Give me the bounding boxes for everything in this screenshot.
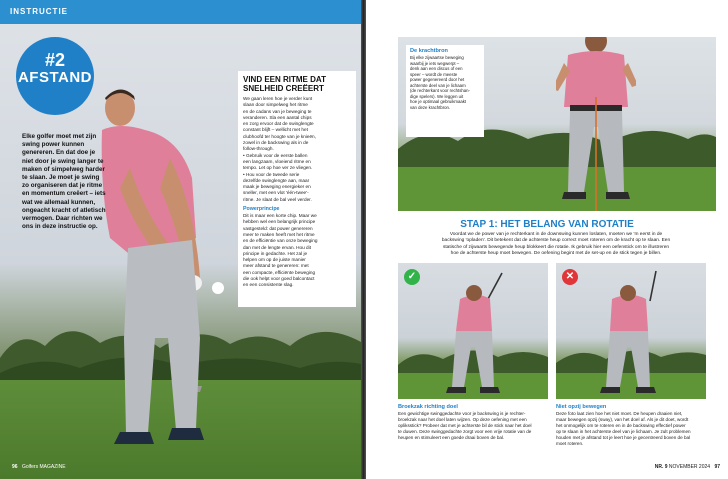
caption-line: te duwen. Deze swinggedachte zorgt voor een vrije rotatie van de xyxy=(398,429,532,434)
callout-line: denk aan een discus of een xyxy=(410,66,463,71)
intro-line: ongeacht kracht of atletisch xyxy=(22,206,106,214)
page-number-right: 97 xyxy=(714,464,720,470)
intro-line: vermogen. Daar richten we xyxy=(22,215,103,223)
golfer-correct-rotation xyxy=(438,269,508,399)
sidebar-sub-line: helpen om op de juiste manier xyxy=(243,257,306,263)
caption-line: Een gewichtige swinggedachte voor je backswing is je rechter- xyxy=(398,411,526,416)
intro-line: niet door je swing langer te xyxy=(22,157,104,165)
right-footer xyxy=(652,464,720,470)
sidebar-line: veranderen. Sla een aantal chips xyxy=(243,114,312,120)
sidebar-line: follow-through. xyxy=(243,146,274,152)
caption-line: op te slaan in het achterste deel van je lichaam. Je zult problemen xyxy=(556,429,691,434)
callout-line: hoe je optimaal gebruikmaakt xyxy=(410,99,467,104)
intro-line: zo organiseren dat je ritme xyxy=(22,182,103,190)
callout-line: power gegenereerd door het xyxy=(410,77,465,82)
callout-line: van deze krachtbron. xyxy=(410,104,451,110)
sidebar-line: en zorg ervoor dat de swinglengte xyxy=(243,121,314,127)
caption-title: Niet opzij bewegen xyxy=(556,404,607,410)
sidebar-sub-line: en de efficiëntie van onze beweging xyxy=(243,238,318,244)
callout-line: (de rechterkant voor rechtshan- xyxy=(410,88,470,93)
step-line: backswing 'opladen'. Dit betekent dat de achterste heup correct moet roteren om de kracht op te slaan. Een xyxy=(441,238,671,244)
sidebar-sub-line: vastgesteld: dat power genereren xyxy=(243,225,313,231)
checkmark-icon: ✓ xyxy=(404,269,420,285)
step-title: STAP 1: HET BELANG VAN ROTATIE xyxy=(460,219,634,230)
intro-line: en momentum creëert – iets xyxy=(22,190,106,198)
sidebar-line: • Hou voor de tweede serie xyxy=(243,171,300,177)
callout-line: speer – wordt de meeste xyxy=(410,71,458,77)
intro-line: Elke golfer moet met zijn xyxy=(22,133,97,140)
sidebar-sub-line: een compacte, efficiënte beweging xyxy=(243,269,316,275)
sidebar-line: zowel in de backswing als in de xyxy=(243,140,309,146)
sidebar-sub-line: meer te maken heeft met het ritme xyxy=(243,231,315,237)
intro-line: te slaan. Je moet je swing xyxy=(22,174,100,182)
caption-line: maar bewegen opzij (sway), van het doel af. Als je dit doet, wordt xyxy=(556,417,689,422)
sidebar-line: en de cadans van je beweging te xyxy=(243,108,312,114)
callout-line: Bij elke zijwaartse beweging xyxy=(410,55,464,60)
sidebar-sub-body xyxy=(243,213,351,289)
issue-date: NOVEMBER 2024 xyxy=(668,464,711,470)
sidebar-title xyxy=(243,75,351,93)
callout-box xyxy=(406,45,484,137)
caption-line: heupen en stimuleert een goede draai boven de bal. xyxy=(398,435,505,440)
sidebar-line: • Gebruik voor de eerste ballen xyxy=(243,152,308,158)
golfer-back-view xyxy=(556,37,636,211)
caption-line: broekzak naar het doel laten wijzen. Op deze oefening met een xyxy=(398,417,527,422)
tip-sidebar xyxy=(238,71,356,307)
right-page xyxy=(366,0,728,479)
step-line: Voordat we de power van je rechterkant in de downswing kunnen loslaten, moeten we 'm eerst in de xyxy=(449,232,663,237)
caption-title: Broekzak richting doel xyxy=(398,404,458,410)
intro-line: genereren. En dat doe je xyxy=(22,149,96,157)
callout-body xyxy=(410,55,480,110)
intro-text xyxy=(22,133,142,231)
sidebar-line: constant blijft – wellicht met het xyxy=(243,127,308,133)
sidebar-line: sneller, met een vlot 'één-twee'- xyxy=(243,190,309,196)
sidebar-sub-line: die ook helpt voor goed balcontact xyxy=(243,276,315,282)
intro-line: swing power kunnen xyxy=(22,141,85,149)
sidebar-line: maak je beweging energieker en xyxy=(243,184,311,190)
sidebar-sub-line: principe in gedachte. Het zal je xyxy=(243,250,308,256)
sidebar-sub-line: dan met de lengte ervan. Hou dit xyxy=(243,244,312,250)
correct-photo xyxy=(398,263,548,399)
caption-line: opliksstick? Probeer dat met je achterste bil de stick naar het doel xyxy=(398,423,532,428)
step-body xyxy=(406,232,706,258)
left-footer xyxy=(12,464,66,470)
callout-title: De krachtbron xyxy=(410,48,448,54)
caption-correct xyxy=(398,404,550,441)
cross-icon: ✕ xyxy=(562,269,578,285)
sidebar-line: tempo. Let op hoe ver ze vliegen. xyxy=(243,165,313,171)
caption-line: het onmogelijk om te roteren en in de backswing effectief power xyxy=(556,423,686,428)
sidebar-subtitle: Powerprincipe xyxy=(243,206,280,213)
intro-line: wat we allemaal kunnen, xyxy=(22,198,96,206)
caption-body xyxy=(398,411,550,441)
sidebar-line: We gaan leren hoe je verder kunt xyxy=(243,96,313,101)
golfer-sway xyxy=(596,269,666,399)
caption-line: moet roteren. xyxy=(556,441,584,446)
sidebar-sub-line: meer afstand te genereren: met xyxy=(243,263,309,269)
callout-line: dige spelers). We leggen uit xyxy=(410,93,464,99)
intro-line: ons in deze instructie op. xyxy=(22,223,98,231)
step-line: statische of zijwaarts bewegende heup blokkeert die rotatie. Ik gebruik hier een oefenstick om te illustreren xyxy=(442,244,670,250)
caption-line: Deze foto laat zien hoe het niet moet. De heupen draaien niet, xyxy=(556,411,683,416)
sidebar-title-line: SNELHEID CREËERT xyxy=(243,84,324,93)
sidebar-line: ritme. Je slaat de bal veel verder. xyxy=(243,196,312,202)
caption-incorrect xyxy=(556,404,708,447)
main-photo xyxy=(398,37,716,211)
section-badge xyxy=(16,37,94,115)
step-line: hoe de achterste heup moet bewegen. De oefening begint met de set-up en de stick tegen je billen. xyxy=(450,251,662,257)
magazine-name: Golfers MAGAZINE xyxy=(21,464,66,470)
callout-line: achterste deel van je lichaam xyxy=(410,82,466,88)
left-page xyxy=(0,0,361,479)
section-label: INSTRUCTIE xyxy=(10,7,68,16)
sidebar-sub-line: en een consistente slag. xyxy=(243,282,294,288)
sidebar-line: dezelfde swinglengte aan, maar xyxy=(243,177,310,183)
sidebar-title-line: VIND EEN RITME DAT xyxy=(243,75,326,84)
sidebar-body xyxy=(243,96,351,203)
caption-body xyxy=(556,411,708,447)
callout-line: waarbij je iets wegwerpt – xyxy=(410,60,460,66)
caption-line: houden met je afstand tot je leert hoe je gecentreerd boven de bal xyxy=(556,435,691,440)
incorrect-photo xyxy=(556,263,706,399)
sidebar-sub-line: Dit is maar een korte chip. Maar we xyxy=(243,213,317,219)
issue-number: NR. 9 xyxy=(654,464,668,470)
intro-line: maken of simpelweg harder xyxy=(22,165,105,173)
sidebar-line: clubhoofd ter hoogte van je knieën, xyxy=(243,133,316,139)
sidebar-line: een langzaam, vloeiend ritme en xyxy=(243,158,311,164)
sidebar-sub-line: hebben wel een belangrijk principe xyxy=(243,219,316,225)
badge-word: AFSTAND xyxy=(17,69,93,86)
page-number-left: 96 xyxy=(12,464,18,470)
sidebar-line: slaan door simpelweg het ritme xyxy=(243,102,308,108)
badge-number: #2 xyxy=(44,50,66,70)
